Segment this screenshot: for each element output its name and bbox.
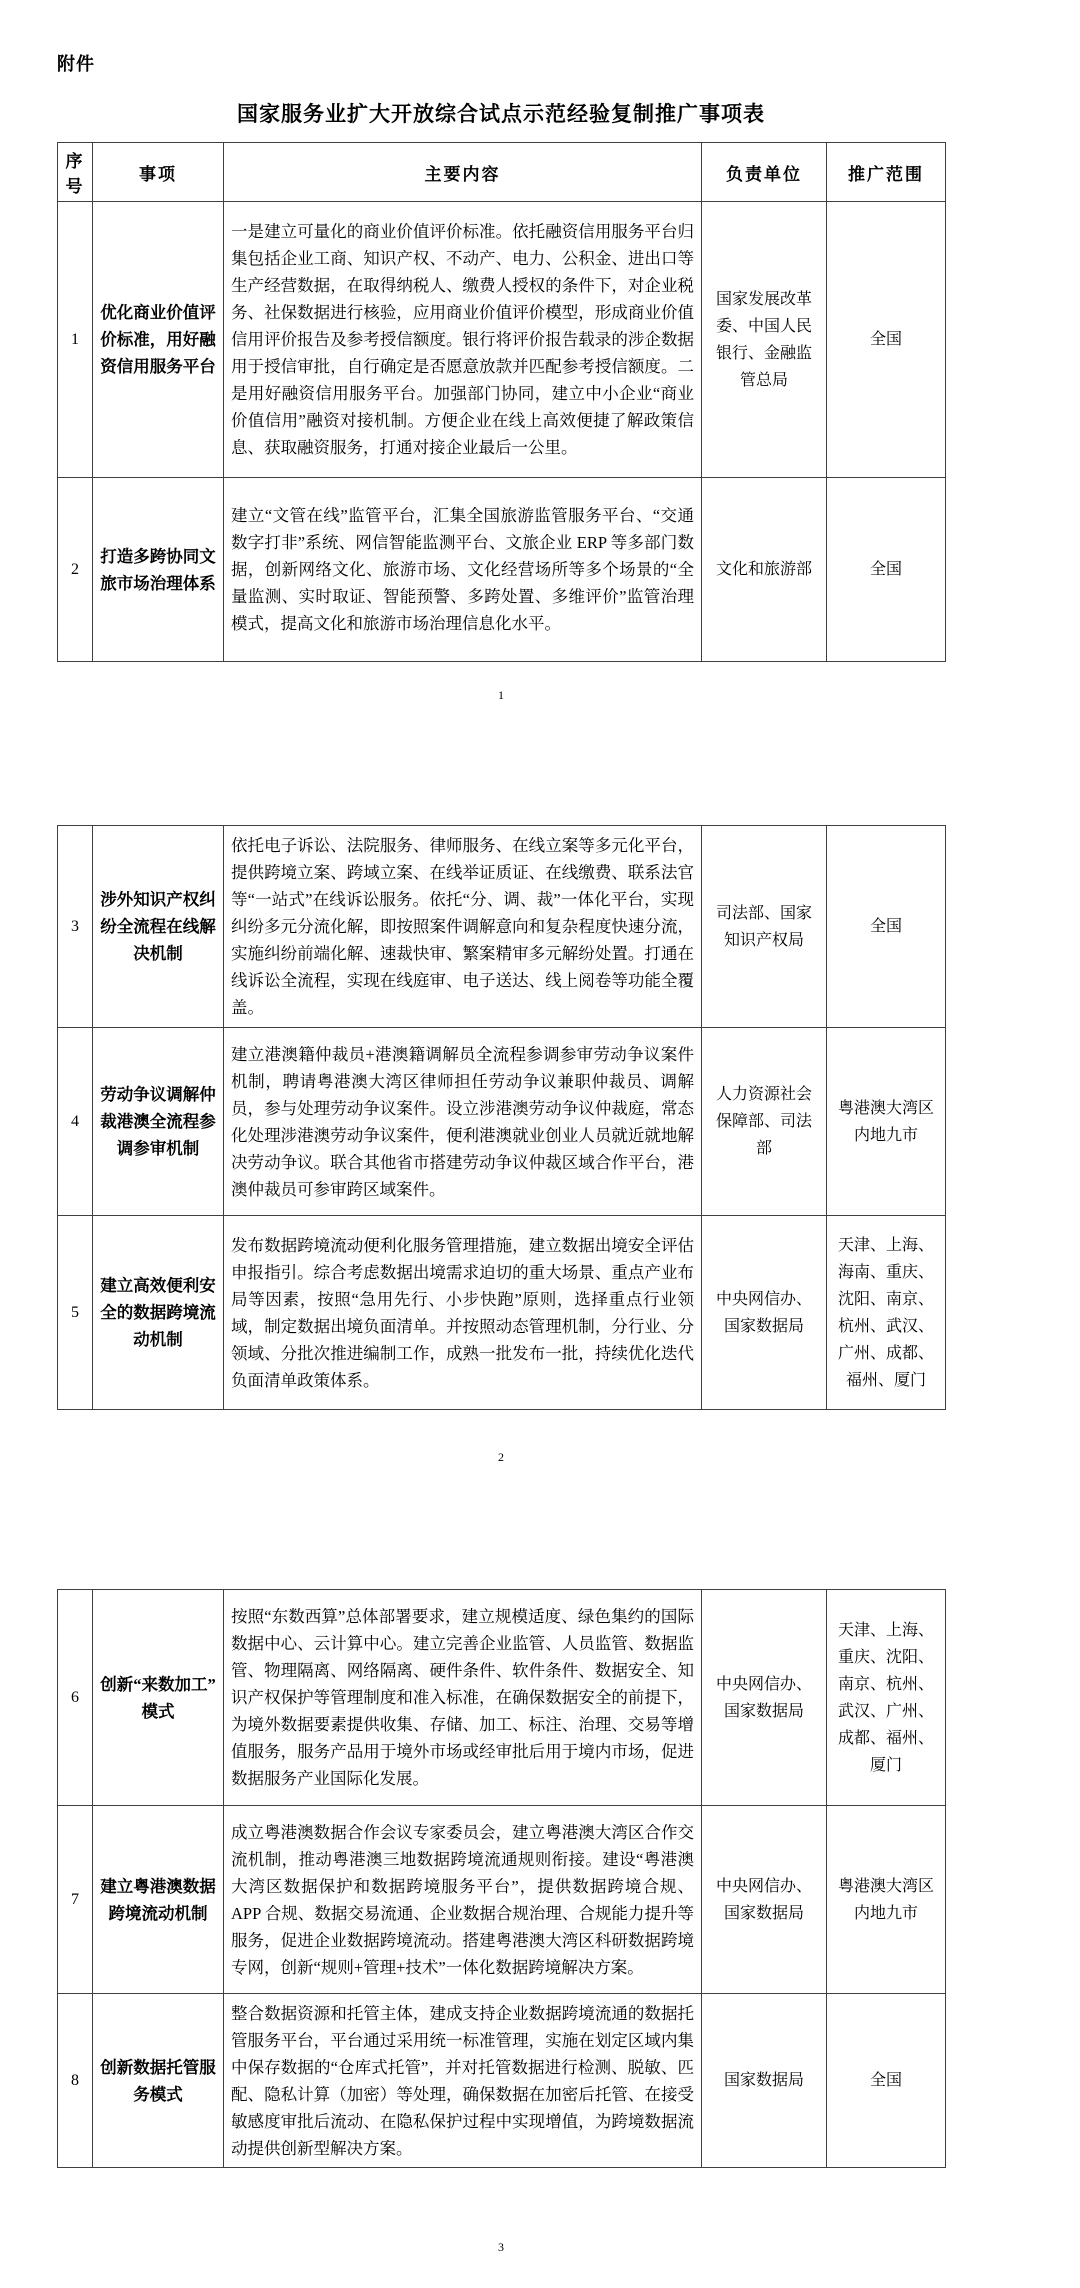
row-scope: 全国 [827, 478, 946, 662]
row-content: 依托电子诉讼、法院服务、律师服务、在线立案等多元化平台，提供跨境立案、跨域立案、在线举证质证、在线缴费、联系法官等“一站式”在线诉讼服务。依托“分、调、裁”一体化平台，实现纠纷多元分流化解，即按照案件调解意向和复杂程度快速分流，实施纠纷前端化解、速裁快审、繁案精审多元解纷处置。打通在线诉讼全流程，实现在线庭审、电子送达、线上阅卷等功能全覆盖。 [224, 826, 702, 1028]
row-scope: 全国 [827, 1994, 946, 2168]
row-scope: 全国 [827, 202, 946, 478]
table-row [58, 202, 946, 478]
column-header-content: 主要内容 [224, 143, 702, 202]
table-row [58, 1994, 946, 2168]
page-number-1: 1 [498, 688, 504, 702]
attachment-label: 附件 [57, 54, 95, 74]
table-row [58, 1806, 946, 1994]
row-scope: 粤港澳大湾区内地九市 [827, 1028, 946, 1216]
row-item: 创新“来数加工”模式 [93, 1590, 224, 1806]
table-row [58, 826, 946, 1028]
row-scope: 粤港澳大湾区内地九市 [827, 1806, 946, 1994]
row-content: 整合数据资源和托管主体，建成支持企业数据跨境流通的数据托管服务平台，平台通过采用统一标准管理，实施在划定区域内集中保存数据的“仓库式托管”，并对托管数据进行检测、脱敏、匹配、隐私计算（加密）等处理，确保数据在加密后托管、在接受敏感度审批后流动、在隐私保护过程中实现增值，为跨境数据流动提供创新型解决方案。 [224, 1994, 702, 2168]
table-header-row [58, 143, 946, 202]
row-content: 建立“文管在线”监管平台，汇集全国旅游监管服务平台、“交通数字打非”系统、网信智能监测平台、文旅企业 ERP 等多部门数据，创新网络文化、旅游市场、文化经营场所等多个场景的“全量监测、实时取证、智能预警、多跨处置、多维评价”监管治理模式，提高文化和旅游市场治理信息化水平。 [224, 478, 702, 662]
column-header-unit: 负责单位 [702, 143, 827, 202]
row-item: 建立高效便利安全的数据跨境流动机制 [93, 1216, 224, 1410]
row-unit: 国家发展改革委、中国人民银行、金融监管总局 [702, 202, 827, 478]
row-unit: 文化和旅游部 [702, 478, 827, 662]
row-scope: 天津、上海、海南、重庆、沈阳、南京、杭州、武汉、广州、成都、福州、厦门 [827, 1216, 946, 1410]
column-header-scope: 推广范围 [827, 143, 946, 202]
row-unit: 人力资源社会保障部、司法部 [702, 1028, 827, 1216]
row-item: 建立粤港澳数据跨境流动机制 [93, 1806, 224, 1994]
row-item: 打造多跨协同文旅市场治理体系 [93, 478, 224, 662]
page-number-3: 3 [498, 2240, 504, 2254]
document-title: 国家服务业扩大开放综合试点示范经验复制推广事项表 [237, 102, 765, 126]
row-content: 成立粤港澳数据合作会议专家委员会，建立粤港澳大湾区合作交流机制，推动粤港澳三地数据跨境流通规则衔接。建设“粤港澳大湾区数据保护和数据跨境服务平台”，提供数据跨境合规、APP 合规、数据交易流通、企业数据合规治理、合规能力提升等服务，促进企业数据跨境流动。搭建粤港澳大湾区科研数据跨境专网，创新“规则+管理+技术”一体化数据跨境解决方案。 [224, 1806, 702, 1994]
row-item: 优化商业价值评价标准，用好融资信用服务平台 [93, 202, 224, 478]
row-no: 5 [58, 1216, 93, 1410]
row-content: 发布数据跨境流动便利化服务管理措施，建立数据出境安全评估申报指引。综合考虑数据出境需求迫切的重大场景、重点产业布局等因素，按照“急用先行、小步快跑”原则，选择重点行业领域，制定数据出境负面清单。并按照动态管理机制，分行业、分领域、分批次推进编制工作，成熟一批发布一批，持续优化迭代负面清单政策体系。 [224, 1216, 702, 1410]
row-unit: 中央网信办、国家数据局 [702, 1590, 827, 1806]
row-content: 一是建立可量化的商业价值评价标准。依托融资信用服务平台归集包括企业工商、知识产权、不动产、电力、公积金、进出口等生产经营数据，在取得纳税人、缴费人授权的条件下，对企业税务、社保数据进行核验，应用商业价值评价模型，形成商业价值信用评价报告及参考授信额度。银行将评价报告载录的涉企数据用于授信审批，自行确定是否愿意放款并匹配参考授信额度。二是用好融资信用服务平台。加强部门协同，建立中小企业“商业价值信用”融资对接机制。方便企业在线上高效便捷了解政策信息、获取融资服务，打通对接企业最后一公里。 [224, 202, 702, 478]
row-no: 3 [58, 826, 93, 1028]
table-row [58, 1028, 946, 1216]
column-header-item: 事项 [93, 143, 224, 202]
row-no: 8 [58, 1994, 93, 2168]
row-unit: 国家数据局 [702, 1994, 827, 2168]
row-unit: 司法部、国家知识产权局 [702, 826, 827, 1028]
row-unit: 中央网信办、国家数据局 [702, 1806, 827, 1994]
row-content: 按照“东数西算”总体部署要求，建立规模适度、绿色集约的国际数据中心、云计算中心。建立完善企业监管、人员监管、数据监管、物理隔离、网络隔离、硬件条件、软件条件、数据安全、知识产权保护等管理制度和准入标准，在确保数据安全的前提下，为境外数据要素提供收集、存储、加工、标注、治理、交易等增值服务，服务产品用于境外市场或经审批后用于境内市场，促进数据服务产业国际化发展。 [224, 1590, 702, 1806]
row-item: 劳动争议调解仲裁港澳全流程参调参审机制 [93, 1028, 224, 1216]
row-content: 建立港澳籍仲裁员+港澳籍调解员全流程参调参审劳动争议案件机制，聘请粤港澳大湾区律师担任劳动争议兼职仲裁员、调解员，参与处理劳动争议案件。设立涉港澳劳动争议仲裁庭，常态化处理涉港澳劳动争议案件，便利港澳就业创业人员就近就地解决劳动争议。联合其他省市搭建劳动争议仲裁区域合作平台，港澳仲裁员可参审跨区域案件。 [224, 1028, 702, 1216]
row-no: 2 [58, 478, 93, 662]
table-row [58, 478, 946, 662]
row-unit: 中央网信办、国家数据局 [702, 1216, 827, 1410]
row-no: 4 [58, 1028, 93, 1216]
row-scope: 全国 [827, 826, 946, 1028]
items-table-page-1 [57, 142, 946, 662]
table-row [58, 1216, 946, 1410]
page-number-2: 2 [498, 1450, 504, 1464]
items-table-page-3 [57, 1589, 946, 2168]
row-item: 涉外知识产权纠纷全流程在线解决机制 [93, 826, 224, 1028]
row-scope: 天津、上海、重庆、沈阳、南京、杭州、武汉、广州、成都、福州、厦门 [827, 1590, 946, 1806]
row-no: 7 [58, 1806, 93, 1994]
row-item: 创新数据托管服务模式 [93, 1994, 224, 2168]
row-no: 1 [58, 202, 93, 478]
items-table-page-2 [57, 825, 946, 1410]
column-header-no: 序号 [58, 143, 93, 202]
table-row [58, 1590, 946, 1806]
row-no: 6 [58, 1590, 93, 1806]
